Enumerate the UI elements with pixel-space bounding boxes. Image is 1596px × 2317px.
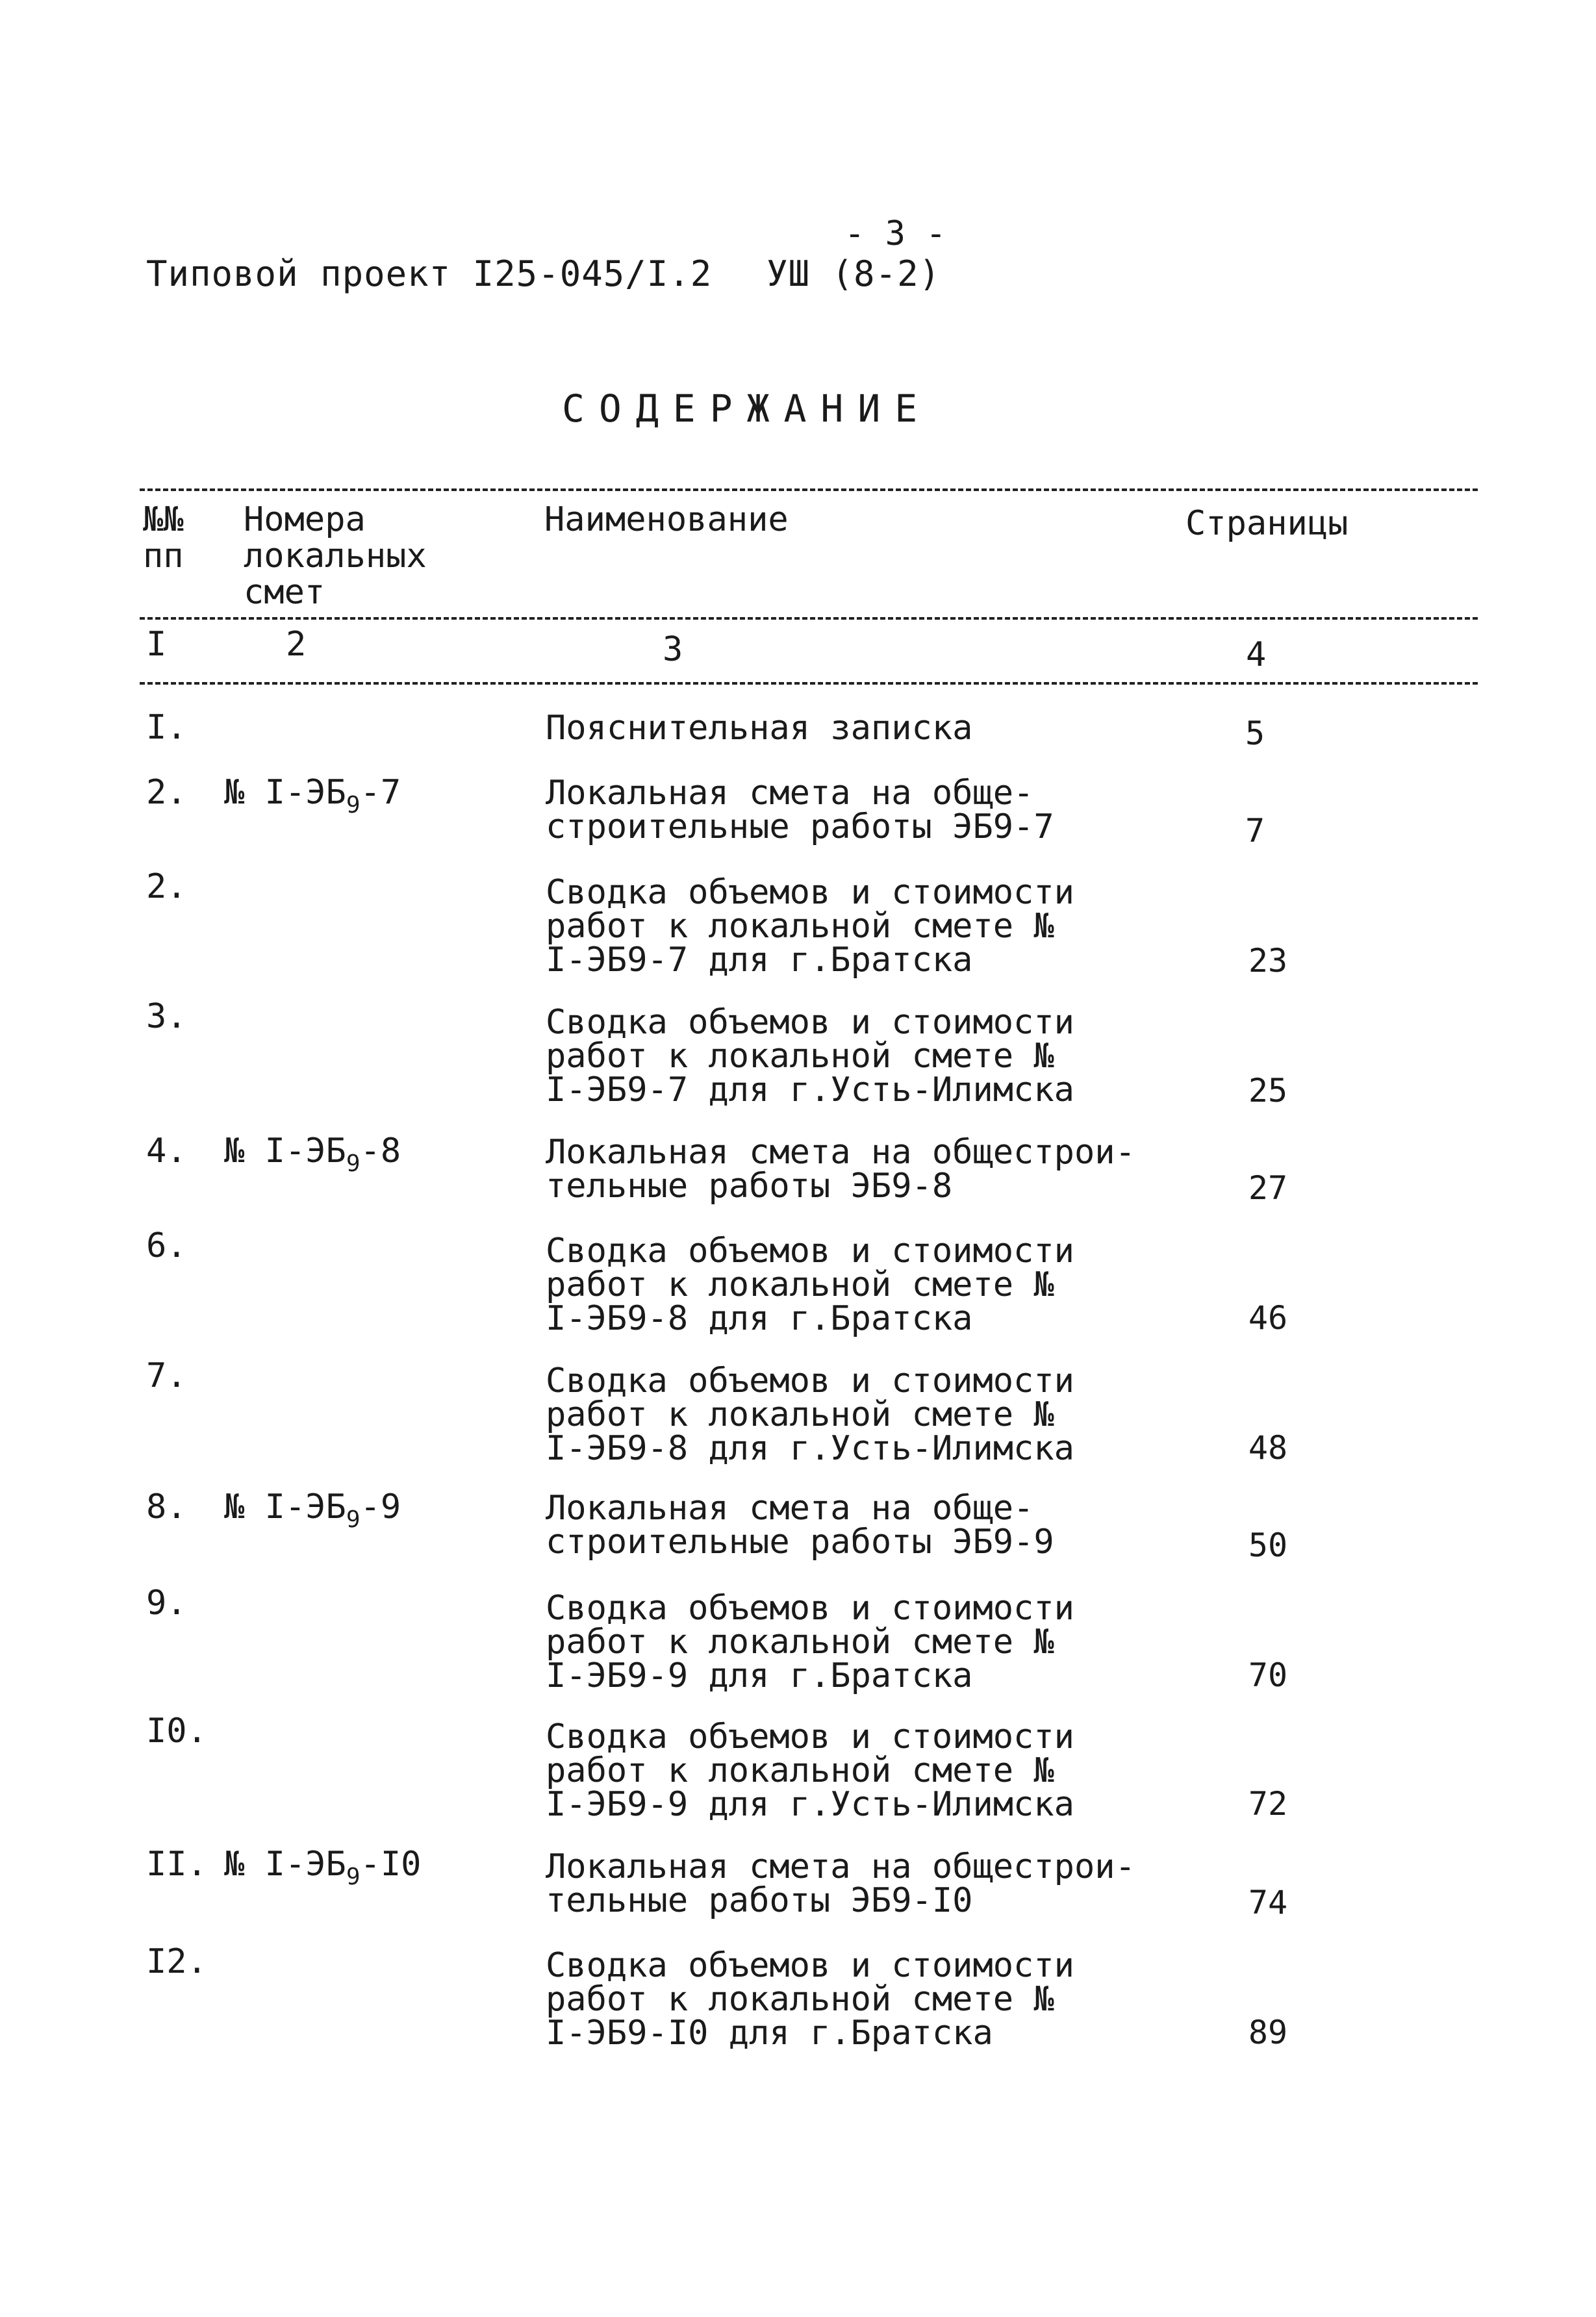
row-page: 70 bbox=[1248, 1656, 1288, 1694]
column-number-3: 3 bbox=[663, 630, 683, 669]
row-page: 46 bbox=[1248, 1299, 1288, 1337]
row-name: Сводка объемов и стоимости работ к локальной смете № I-ЭБ9-9 для г.Усть-Илимска bbox=[546, 1717, 1074, 1824]
header-rule bbox=[140, 617, 1478, 620]
row-page: 72 bbox=[1248, 1785, 1288, 1823]
page-title: СОДЕРЖАНИЕ bbox=[562, 386, 932, 431]
row-name: Сводка объемов и стоимости работ к локальной смете № I-ЭБ9-7 для г.Братска bbox=[546, 873, 1074, 980]
row-estimate-code: № $I-ЭБ_9-7$ bbox=[224, 773, 401, 818]
row-number: 9. bbox=[146, 1584, 187, 1623]
row-page: 89 bbox=[1248, 2014, 1288, 2051]
column-numbers-rule bbox=[140, 682, 1478, 685]
header-col-name: Наименование bbox=[544, 500, 789, 539]
row-page: 50 bbox=[1248, 1526, 1288, 1564]
column-number-2: 2 bbox=[286, 625, 307, 664]
row-number: 2. bbox=[146, 773, 187, 812]
row-name: Сводка объемов и стоимости работ к локальной смете № I-ЭБ9-9 для г.Братска bbox=[546, 1589, 1074, 1695]
row-name: Локальная смета на общестрои- тельные работы ЭБ9-I0 bbox=[546, 1847, 1135, 1920]
row-number: 6. bbox=[146, 1226, 187, 1265]
row-page: 25 bbox=[1248, 1072, 1288, 1109]
row-number: 2. bbox=[146, 867, 187, 906]
row-number: 7. bbox=[146, 1356, 187, 1395]
project-code: Типовой проект I25-045/I.2 bbox=[146, 253, 713, 294]
row-page: 5 bbox=[1245, 715, 1265, 752]
row-number: 3. bbox=[146, 997, 187, 1036]
page-number: - 3 - bbox=[844, 214, 946, 253]
row-number: I2. bbox=[146, 1942, 207, 1981]
row-number: 8. bbox=[146, 1488, 187, 1526]
column-number-4: 4 bbox=[1246, 635, 1267, 674]
table-top-rule bbox=[140, 488, 1478, 491]
row-page: 74 bbox=[1248, 1884, 1288, 1921]
row-estimate-code: № $I-ЭБ_9-9$ bbox=[224, 1488, 401, 1533]
row-name: Сводка объемов и стоимости работ к локальной смете № I-ЭБ9-8 для г.Усть-Илимска bbox=[546, 1361, 1074, 1468]
row-name: Локальная смета на обще- строительные работы ЭБ9-9 bbox=[546, 1489, 1054, 1562]
row-page: 48 bbox=[1248, 1429, 1288, 1467]
row-page: 23 bbox=[1248, 942, 1288, 980]
row-name: Локальная смета на общестрои- тельные работы ЭБ9-8 bbox=[546, 1133, 1135, 1206]
row-page: 27 bbox=[1248, 1169, 1288, 1207]
row-name: Локальная смета на обще- строительные работы ЭБ9-7 bbox=[546, 774, 1054, 846]
column-number-1: I bbox=[146, 625, 167, 664]
row-estimate-code: № $I-ЭБ_9-8$ bbox=[224, 1132, 401, 1177]
row-name: Сводка объемов и стоимости работ к локальной смете № I-ЭБ9-7 для г.Усть-Илимска bbox=[546, 1003, 1074, 1109]
section-code: УШ (8-2) bbox=[766, 253, 941, 294]
row-page: 7 bbox=[1245, 812, 1265, 850]
row-name: Сводка объемов и стоимости работ к локальной смете № I-ЭБ9-8 для г.Братска bbox=[546, 1232, 1074, 1338]
header-col-estimate-numbers: Номера локальных смет bbox=[244, 500, 427, 612]
row-name: Пояснительная записка bbox=[546, 709, 973, 748]
header-col-pages: Страницы bbox=[1185, 504, 1349, 543]
row-number: II. bbox=[146, 1845, 207, 1884]
header-col-number: №№ пп bbox=[143, 500, 184, 576]
row-number: I0. bbox=[146, 1712, 207, 1751]
row-number: I. bbox=[146, 708, 187, 747]
row-number: 4. bbox=[146, 1132, 187, 1171]
row-estimate-code: № $I-ЭБ_9-I0$ bbox=[224, 1845, 422, 1890]
row-name: Сводка объемов и стоимости работ к локальной смете № I-ЭБ9-I0 для г.Братска bbox=[546, 1946, 1074, 2053]
